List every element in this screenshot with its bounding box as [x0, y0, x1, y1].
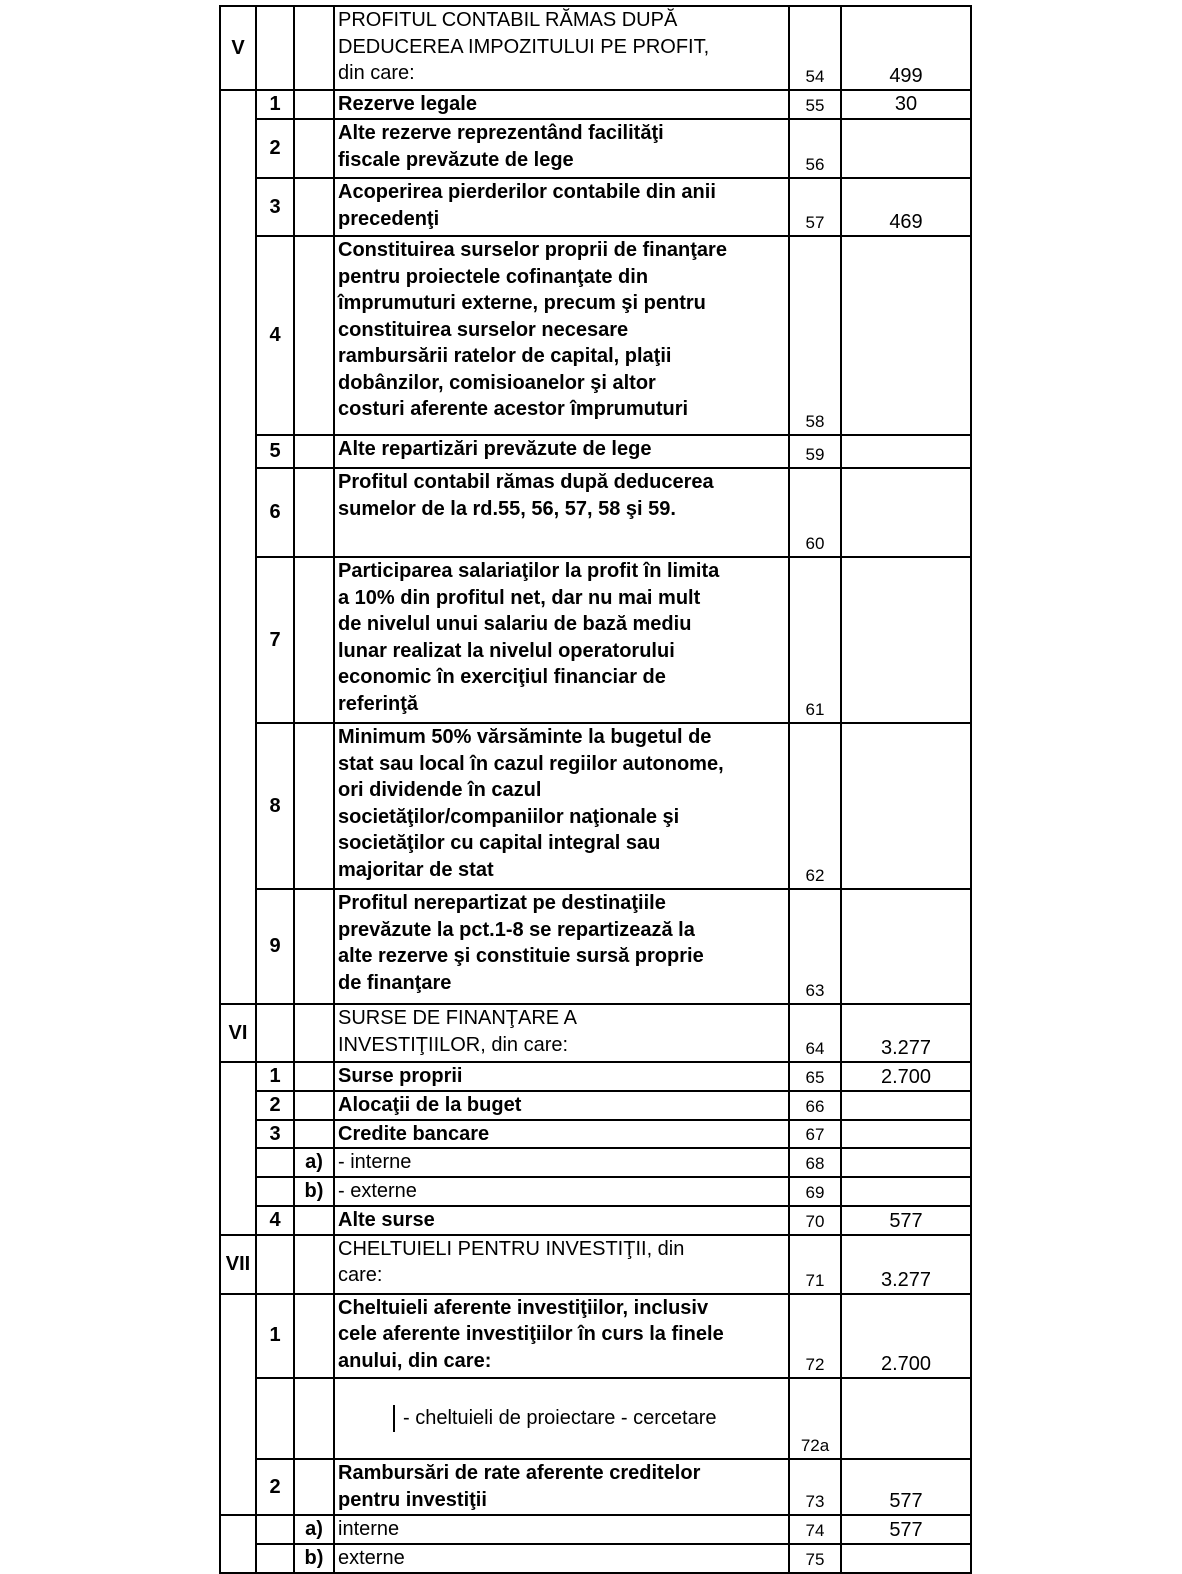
section-number: VII	[220, 1235, 256, 1294]
item-number: 3	[256, 1120, 294, 1149]
row-code: 58	[789, 236, 841, 435]
row-code: 59	[789, 435, 841, 468]
item-number	[256, 1004, 294, 1062]
row-description: Profitul nerepartizat pe destinaţiile prevăzute la pct.1-8 se repartizează la alte rezerve şi constituie sursă proprie de finanţare	[334, 889, 789, 1004]
row-value: 3.277	[841, 1004, 971, 1062]
row-value	[841, 723, 971, 889]
row-value	[841, 557, 971, 723]
table-row	[220, 1004, 971, 1062]
subitem-letter	[294, 90, 334, 119]
subitem-letter	[294, 1459, 334, 1515]
row-code: 60	[789, 468, 841, 557]
row-value: 30	[841, 90, 971, 119]
item-number	[256, 6, 294, 90]
item-number	[256, 1544, 294, 1573]
row-value: 469	[841, 178, 971, 236]
row-value	[841, 1148, 971, 1177]
row-description: externe	[334, 1544, 789, 1573]
subitem-letter	[294, 178, 334, 236]
subitem-letter: b)	[294, 1177, 334, 1206]
item-number: 4	[256, 236, 294, 435]
row-code: 55	[789, 90, 841, 119]
row-value: 2.700	[841, 1062, 971, 1091]
table-row	[220, 1294, 971, 1378]
row-description: SURSE DE FINANŢARE A INVESTIŢIILOR, din care:	[334, 1004, 789, 1062]
table-row	[220, 1544, 971, 1573]
table-row	[220, 1515, 971, 1544]
row-description: Cheltuieli aferente investiţiilor, inclusiv cele aferente investiţiilor în curs la finele anului, din care:	[334, 1294, 789, 1378]
subitem-letter	[294, 1120, 334, 1149]
split-description	[335, 1405, 788, 1432]
item-number: 1	[256, 90, 294, 119]
section-number-blank	[220, 1294, 256, 1516]
subitem-letter: a)	[294, 1148, 334, 1177]
subitem-letter	[294, 1206, 334, 1235]
table-row	[220, 1148, 971, 1177]
table-row	[220, 1235, 971, 1294]
item-number: 2	[256, 119, 294, 178]
row-code: 67	[789, 1120, 841, 1149]
row-value	[841, 1091, 971, 1120]
row-code: 57	[789, 178, 841, 236]
table-row	[220, 1378, 971, 1460]
row-description: Participarea salariaţilor la profit în limita a 10% din profitul net, dar nu mai mult de nivelul unui salariu de bază mediu lunar realizat la nivelul operatorului economic în exerciţiul financiar de referinţă	[334, 557, 789, 723]
row-description: CHELTUIELI PENTRU INVESTIŢII, din care:	[334, 1235, 789, 1294]
item-number	[256, 1235, 294, 1294]
table-row	[220, 468, 971, 557]
item-number: 9	[256, 889, 294, 1004]
row-value	[841, 1544, 971, 1573]
row-description: Alte surse	[334, 1206, 789, 1235]
row-value	[841, 889, 971, 1004]
subitem-letter	[294, 119, 334, 178]
row-value	[841, 119, 971, 178]
row-code: 56	[789, 119, 841, 178]
row-code: 62	[789, 723, 841, 889]
section-number: V	[220, 6, 256, 90]
row-value	[841, 1120, 971, 1149]
row-description: - cheltuieli de proiectare - cercetare	[403, 1407, 717, 1429]
subitem-letter	[294, 1091, 334, 1120]
subitem-letter	[294, 1378, 334, 1460]
row-code: 74	[789, 1515, 841, 1544]
row-code: 75	[789, 1544, 841, 1573]
row-description-cell	[334, 1378, 789, 1460]
row-description: - externe	[334, 1177, 789, 1206]
item-number: 1	[256, 1294, 294, 1378]
item-number: 2	[256, 1459, 294, 1515]
row-value	[841, 1378, 971, 1460]
subitem-letter	[294, 1235, 334, 1294]
row-value: 577	[841, 1515, 971, 1544]
row-description: Surse proprii	[334, 1062, 789, 1091]
item-number: 3	[256, 178, 294, 236]
subitem-letter	[294, 889, 334, 1004]
row-description: Minimum 50% vărsăminte la bugetul de stat sau local în cazul regiilor autonome, ori dividende în cazul societăţilor/companiilor naţionale şi societăţilor cu capital integral sau majoritar de stat	[334, 723, 789, 889]
section-number-blank	[220, 90, 256, 1004]
subitem-letter	[294, 236, 334, 435]
subitem-letter	[294, 557, 334, 723]
row-description: interne	[334, 1515, 789, 1544]
row-code: 68	[789, 1148, 841, 1177]
row-value: 577	[841, 1459, 971, 1515]
row-description: Credite bancare	[334, 1120, 789, 1149]
item-number: 8	[256, 723, 294, 889]
row-description: Rambursări de rate aferente creditelor pentru investiţii	[334, 1459, 789, 1515]
item-number: 4	[256, 1206, 294, 1235]
indent-cell	[335, 1405, 395, 1432]
section-number-blank	[220, 1515, 256, 1573]
table-row	[220, 1177, 971, 1206]
subitem-letter	[294, 1004, 334, 1062]
profit-distribution-table	[219, 5, 972, 1574]
subitem-letter	[294, 6, 334, 90]
item-number: 2	[256, 1091, 294, 1120]
row-description: Alocaţii de la buget	[334, 1091, 789, 1120]
table-row	[220, 1206, 971, 1235]
row-value: 2.700	[841, 1294, 971, 1378]
table-row	[220, 1062, 971, 1091]
row-description: Alte rezerve reprezentând facilităţi fiscale prevăzute de lege	[334, 119, 789, 178]
table-row	[220, 236, 971, 435]
row-code: 72a	[789, 1378, 841, 1460]
row-code: 72	[789, 1294, 841, 1378]
item-number: 7	[256, 557, 294, 723]
row-value: 499	[841, 6, 971, 90]
table-row	[220, 889, 971, 1004]
row-value: 577	[841, 1206, 971, 1235]
subitem-letter	[294, 1294, 334, 1378]
table-row	[220, 435, 971, 468]
table-row	[220, 1091, 971, 1120]
row-description: Alte repartizări prevăzute de lege	[334, 435, 789, 468]
row-code: 63	[789, 889, 841, 1004]
table-row	[220, 723, 971, 889]
row-description: Profitul contabil rămas după deducerea sumelor de la rd.55, 56, 57, 58 şi 59.	[334, 468, 789, 557]
row-description: - interne	[334, 1148, 789, 1177]
row-code: 73	[789, 1459, 841, 1515]
item-number	[256, 1148, 294, 1177]
row-code: 66	[789, 1091, 841, 1120]
subitem-letter: b)	[294, 1544, 334, 1573]
table-row	[220, 119, 971, 178]
item-number: 6	[256, 468, 294, 557]
subitem-letter	[294, 1062, 334, 1091]
row-value	[841, 468, 971, 557]
row-value	[841, 435, 971, 468]
table-row	[220, 1459, 971, 1515]
section-number-blank	[220, 1062, 256, 1235]
item-number: 5	[256, 435, 294, 468]
row-code: 54	[789, 6, 841, 90]
item-number: 1	[256, 1062, 294, 1091]
row-description: Acoperirea pierderilor contabile din anii precedenţi	[334, 178, 789, 236]
item-number	[256, 1378, 294, 1460]
row-code: 64	[789, 1004, 841, 1062]
row-value	[841, 236, 971, 435]
row-code: 65	[789, 1062, 841, 1091]
table-row	[220, 178, 971, 236]
subitem-letter	[294, 435, 334, 468]
subitem-letter	[294, 723, 334, 889]
table-row	[220, 557, 971, 723]
section-number: VI	[220, 1004, 256, 1062]
row-value: 3.277	[841, 1235, 971, 1294]
row-code: 71	[789, 1235, 841, 1294]
row-description: Constituirea surselor proprii de finanţare pentru proiectele cofinanţate din împrumuturi externe, precum şi pentru constituirea surselor necesare rambursării ratelor de capital, plaţii dobânzilor, comisioanelor şi altor costuri aferente acestor împrumuturi	[334, 236, 789, 435]
row-code: 61	[789, 557, 841, 723]
row-description: Rezerve legale	[334, 90, 789, 119]
table-row	[220, 6, 971, 90]
table-row	[220, 90, 971, 119]
row-code: 69	[789, 1177, 841, 1206]
row-description: PROFITUL CONTABIL RĂMAS DUPĂ DEDUCEREA IMPOZITULUI PE PROFIT, din care:	[334, 6, 789, 90]
item-number	[256, 1515, 294, 1544]
subitem-letter: a)	[294, 1515, 334, 1544]
row-value	[841, 1177, 971, 1206]
row-code: 70	[789, 1206, 841, 1235]
item-number	[256, 1177, 294, 1206]
subitem-letter	[294, 468, 334, 557]
table-row	[220, 1120, 971, 1149]
